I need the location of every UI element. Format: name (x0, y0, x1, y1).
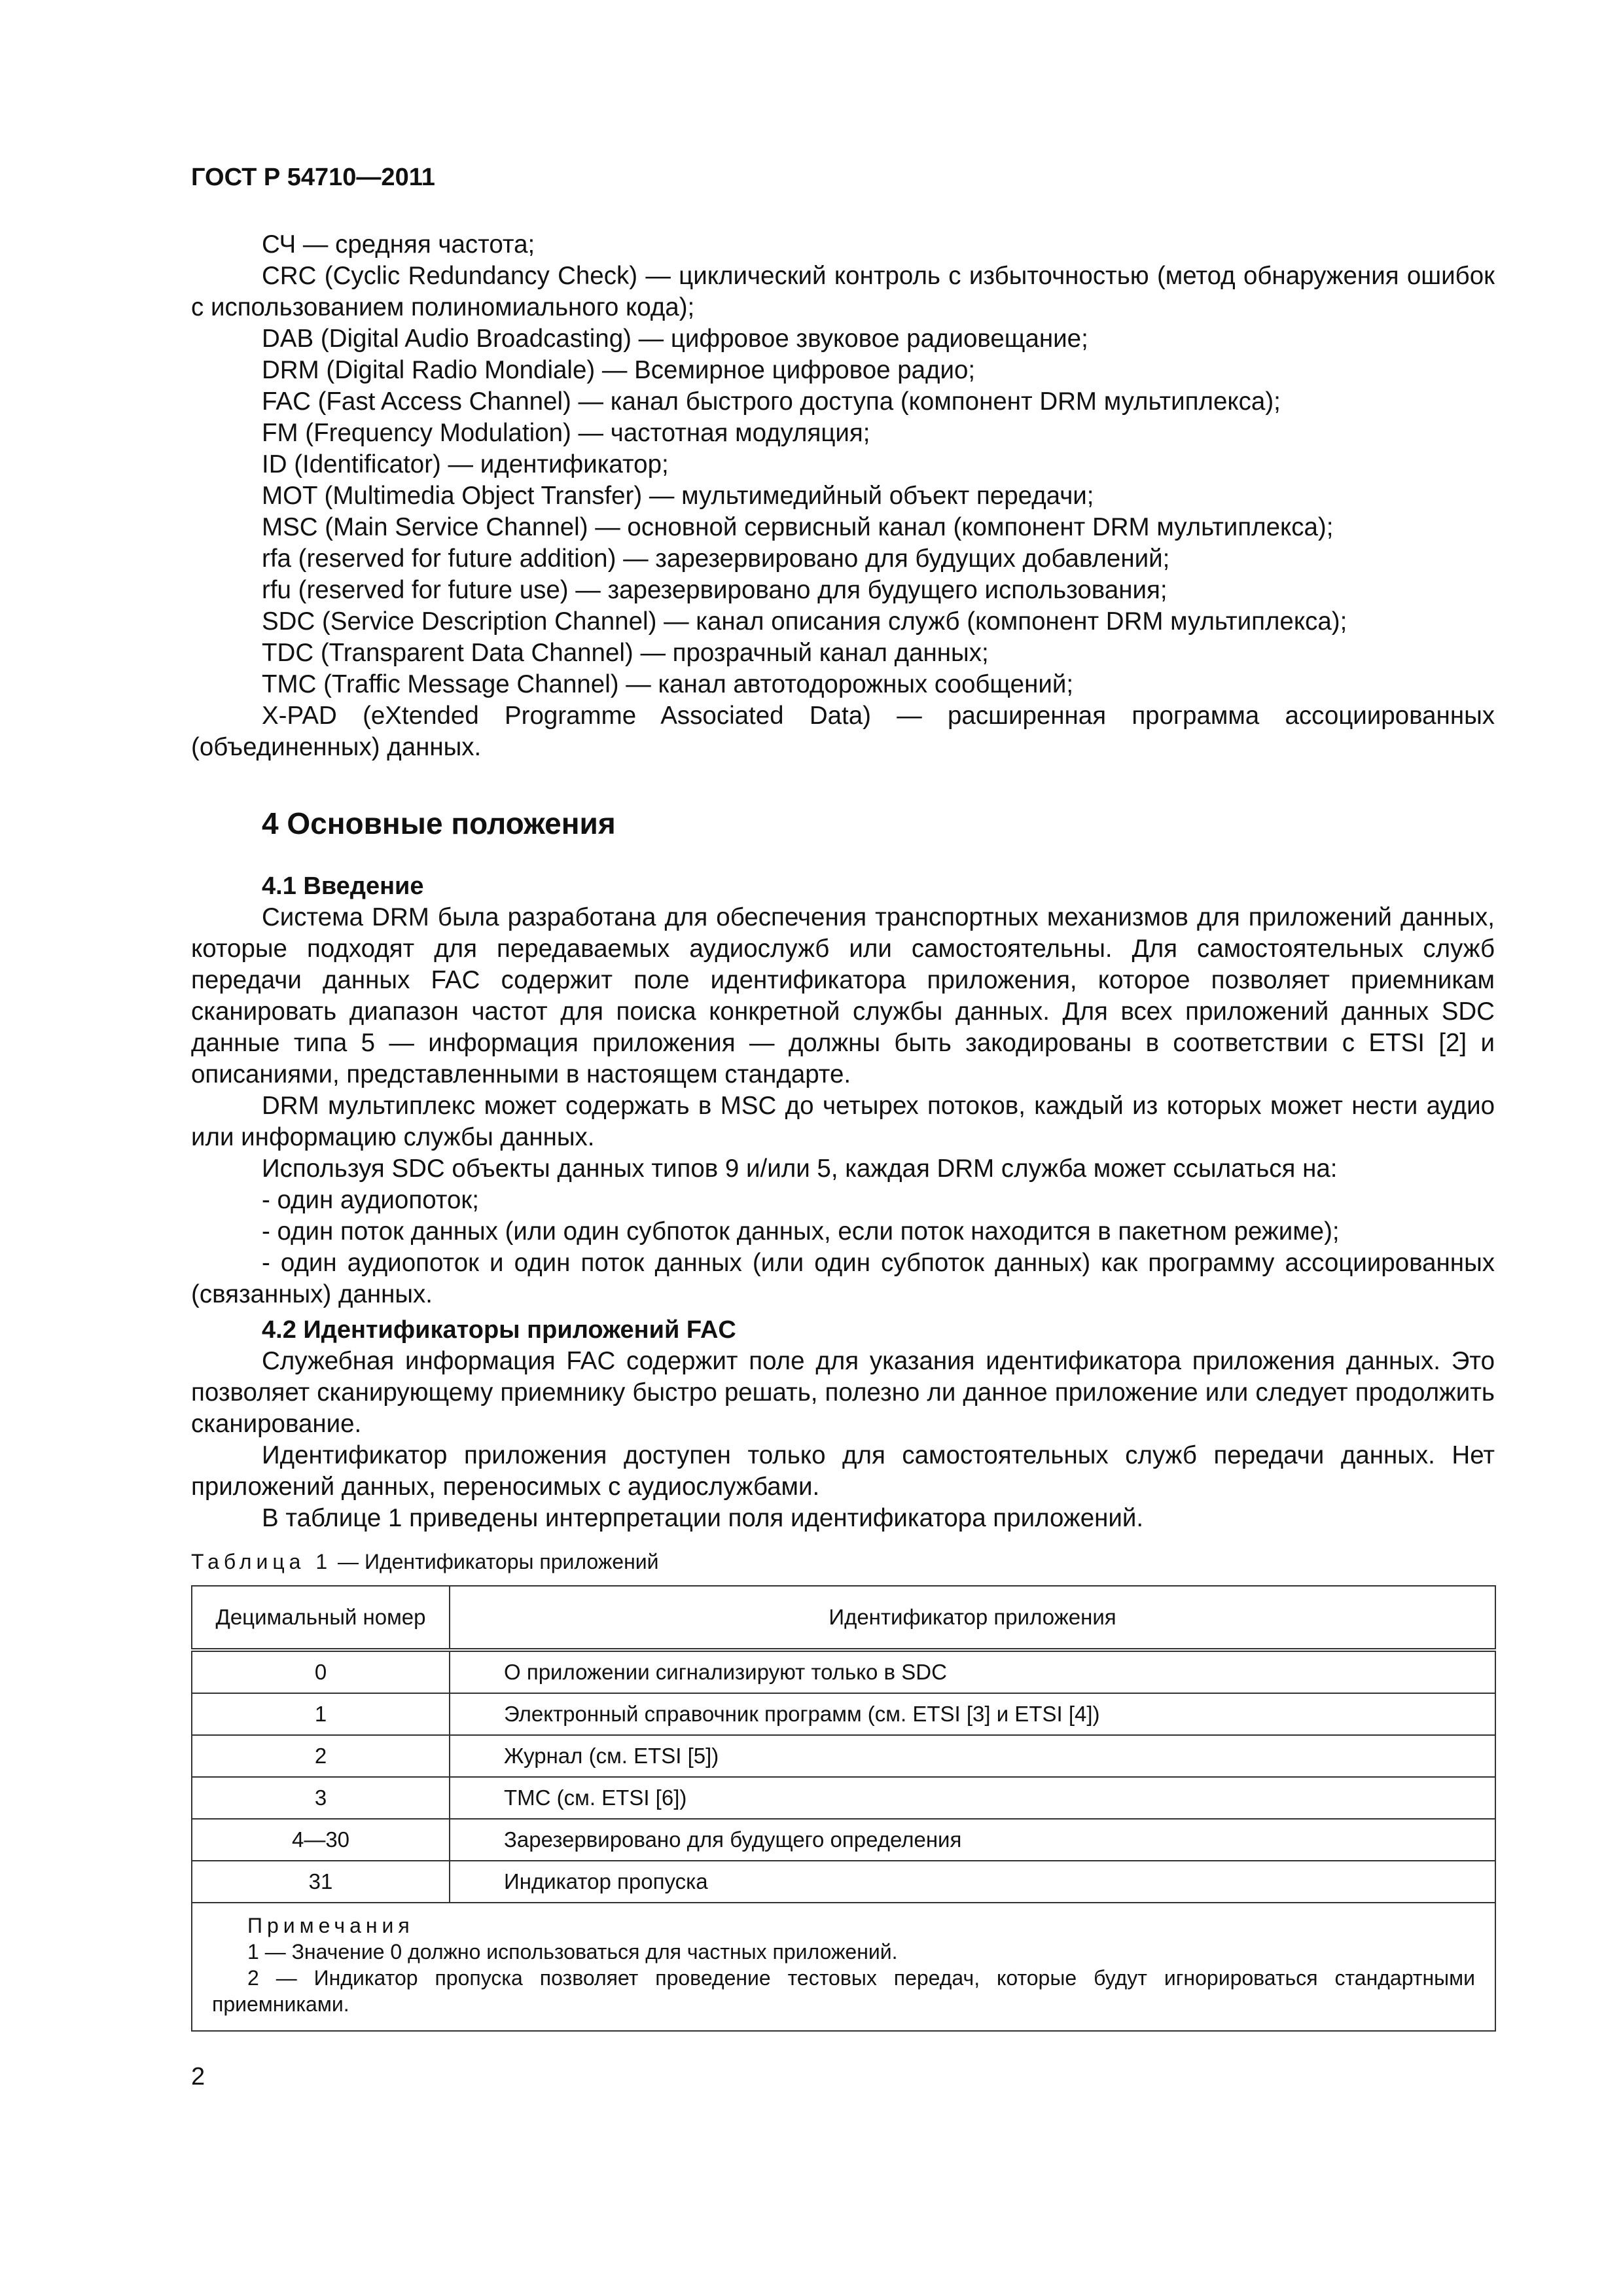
cell-decimal: 2 (192, 1735, 450, 1777)
abbreviation-item: СЧ — средняя частота; (262, 230, 535, 259)
abbreviation-item: DRM (Digital Radio Mondiale) — Всемирное цифровое радио; (262, 356, 976, 384)
list-item: - один поток данных (или один субпоток данных, если поток находится в пакетном режиме); (262, 1217, 1340, 1246)
list-item: - один аудиопоток; (262, 1186, 479, 1214)
list-item: - один аудиопоток и один поток данных (или один субпоток данных) как программу ассоциированных (связанных) данных. (191, 1249, 1495, 1308)
abbreviation-item: MSC (Main Service Channel) — основной сервисный канал (компонент DRM мультиплекса); (262, 513, 1334, 541)
note-item: 1 — Значение 0 должно использоваться для частных приложений. (247, 1940, 898, 1964)
paragraph: Используя SDC объекты данных типов 9 и/или 5, каждая DRM служба может ссылаться на: (262, 1155, 1338, 1183)
table-header-row (192, 1586, 1495, 1650)
abbreviation-item: FM (Frequency Modulation) — частотная модуляция; (262, 419, 870, 447)
column-header-identifier: Идентификатор приложения (450, 1586, 1495, 1650)
abbreviation-item: X-PAD (eXtended Programme Associated Data) — расширенная программа ассоциированных (объединенных) данных. (191, 702, 1495, 761)
abbreviation-item: rfu (reserved for future use) — зарезервировано для будущего использования; (262, 576, 1168, 604)
section-4-heading: 4 Основные положения (262, 806, 616, 840)
table-row (192, 1650, 1495, 1693)
cell-decimal: 31 (192, 1861, 450, 1903)
section-4-2-heading: 4.2 Идентификаторы приложений FAC (262, 1316, 736, 1344)
application-id-table (191, 1585, 1496, 2032)
cell-decimal: 1 (192, 1693, 450, 1735)
abbreviation-item: CRC (Cyclic Redundancy Check) — циклический контроль с избыточностью (метод обнаружения ошибок с использованием полиномиального кода); (191, 262, 1495, 321)
paragraph: DRM мультиплекс может содержать в MSC до четырех потоков, каждый из которых может нести аудио или информацию службы данных. (191, 1092, 1495, 1151)
abbreviation-item: TMC (Traffic Message Channel) — канал автотодорожных сообщений; (262, 670, 1074, 698)
abbreviation-item: TDC (Transparent Data Channel) — прозрачный канал данных; (262, 639, 989, 667)
table-row (192, 1819, 1495, 1861)
paragraph: Система DRM была разработана для обеспечения транспортных механизмов для приложений данных, которые подходят для передаваемых аудиослужб или самостоятельны. Для самостоятельных служб передачи данных FAC содержит поле идентификатора приложения, которое позволяет приемникам сканировать диапазон частот для поиска конкретной службы данных. Для всех приложений данных SDC данные типа 5 — информация приложения — должны быть закодированы в соответствии с ETSI [2] и описаниями, представленными в настоящем стандарте. (191, 903, 1495, 1088)
cell-decimal: 0 (192, 1650, 450, 1693)
cell-decimal: 4—30 (192, 1819, 450, 1861)
paragraph: В таблице 1 приведены интерпретации поля идентификатора приложений. (262, 1504, 1144, 1532)
abbreviation-item: FAC (Fast Access Channel) — канал быстрого доступа (компонент DRM мультиплекса); (262, 387, 1281, 416)
abbreviation-item: ID (Identificator) — идентификатор; (262, 450, 669, 478)
cell-identifier: Журнал (см. ETSI [5]) (450, 1735, 1495, 1777)
abbreviations-list (191, 229, 1495, 763)
cell-identifier: Электронный справочник программ (см. ETSI [3] и ETSI [4]) (450, 1693, 1495, 1735)
table-row (192, 1693, 1495, 1735)
section-4-1-heading: 4.1 Введение (262, 872, 424, 900)
abbreviation-item: rfa (reserved for future addition) — зарезервировано для будущих добавлений; (262, 545, 1170, 573)
cell-decimal: 3 (192, 1777, 450, 1819)
page-number: 2 (191, 2063, 205, 2090)
notes-title: Примечания (247, 1914, 414, 1937)
column-header-decimal: Децимальный номер (192, 1586, 450, 1650)
page-content (191, 229, 1495, 2032)
table-row (192, 1861, 1495, 1903)
table-caption-text: — Идентификаторы приложений (332, 1550, 659, 1573)
table-caption (191, 1549, 1495, 1575)
note-item: 2 — Индикатор пропуска позволяет проведение тестовых передач, которые будут игнорироваться стандартными приемниками. (212, 1966, 1475, 2016)
abbreviation-item: MOT (Multimedia Object Transfer) — мультимедийный объект передачи; (262, 482, 1094, 510)
abbreviation-item: SDC (Service Description Channel) — канал описания служб (компонент DRM мультиплекса); (262, 607, 1347, 636)
table-notes-row (192, 1903, 1495, 2031)
cell-identifier: О приложении сигнализируют только в SDC (450, 1650, 1495, 1693)
table-notes (192, 1903, 1495, 2031)
cell-identifier: TMC (см. ETSI [6]) (450, 1777, 1495, 1819)
cell-identifier: Зарезервировано для будущего определения (450, 1819, 1495, 1861)
document-header: ГОСТ Р 54710—2011 (191, 164, 435, 191)
table-row (192, 1777, 1495, 1819)
table-caption-label: Таблица 1 (191, 1550, 332, 1573)
paragraph: Идентификатор приложения доступен только для самостоятельных служб передачи данных. Нет приложений данных, переносимых с аудиослужбами. (191, 1441, 1495, 1501)
abbreviation-item: DAB (Digital Audio Broadcasting) — цифровое звуковое радиовещание; (262, 325, 1088, 353)
paragraph: Служебная информация FAC содержит поле для указания идентификатора приложения данных. Это позволяет сканирующему приемнику быстро решать, полезно ли данное приложение или следует продолжить сканирование. (191, 1347, 1495, 1438)
cell-identifier: Индикатор пропуска (450, 1861, 1495, 1903)
table-row (192, 1735, 1495, 1777)
